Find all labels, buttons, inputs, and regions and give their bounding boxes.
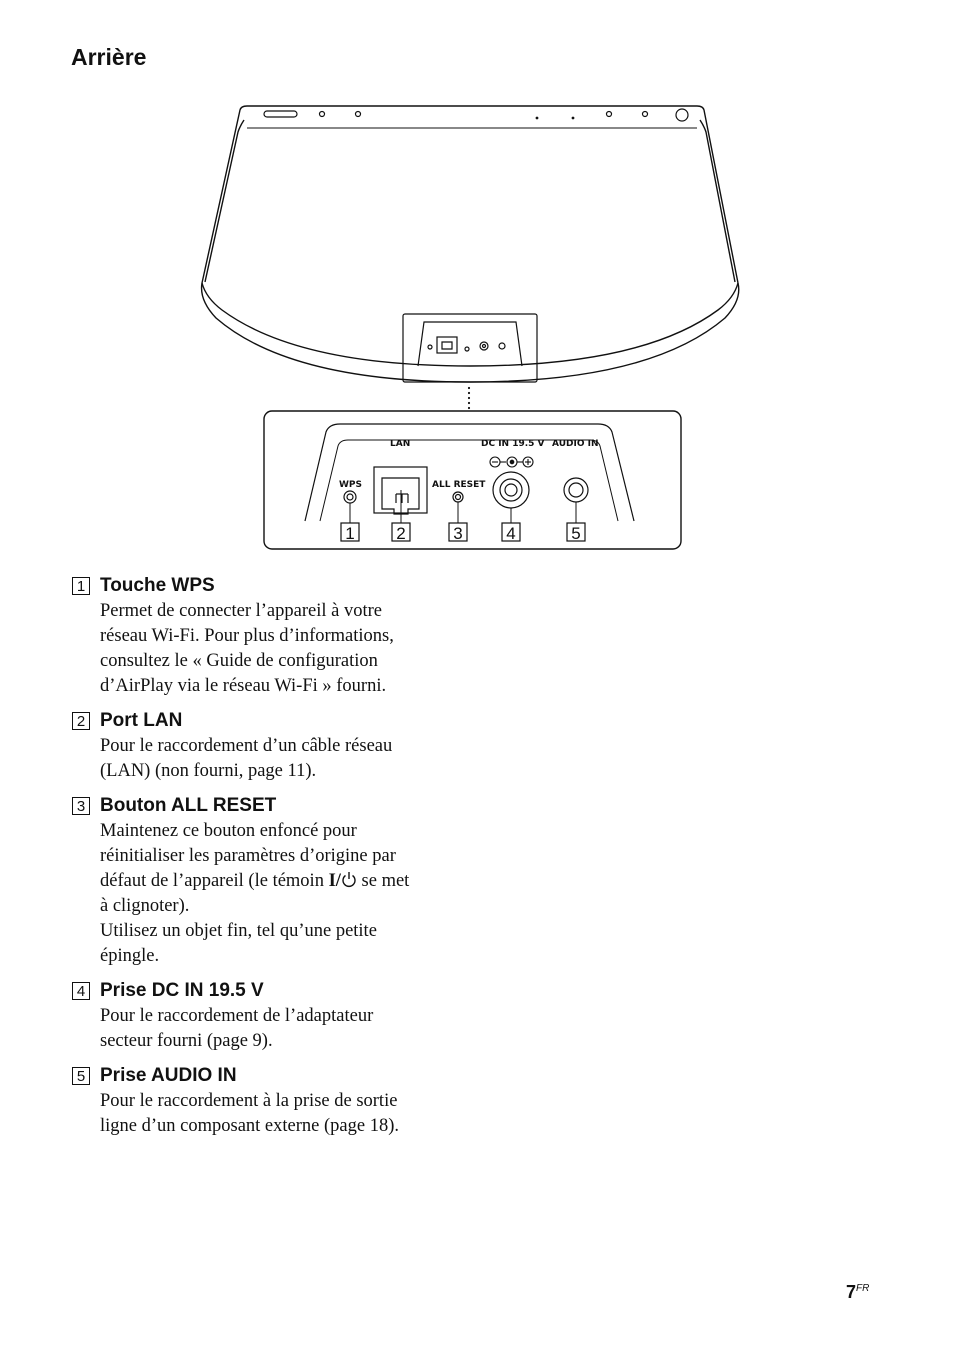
description-line: épingle. bbox=[100, 946, 160, 966]
callout-number: 1 bbox=[345, 524, 355, 543]
lan-label: LAN bbox=[390, 439, 411, 449]
indicator-label: I/ bbox=[328, 871, 341, 891]
description-line: réinitialiser les paramètres d’origine par bbox=[100, 846, 396, 866]
description-line: secteur fourni (page 9). bbox=[100, 1031, 273, 1051]
item-title: Prise AUDIO IN bbox=[100, 1065, 237, 1086]
item-title: Bouton ALL RESET bbox=[100, 795, 277, 816]
callout-5 bbox=[567, 523, 585, 543]
item-list bbox=[72, 574, 472, 1149]
callout-number: 2 bbox=[396, 524, 406, 543]
dc-in-jack-icon bbox=[493, 472, 529, 508]
item-number: 4 bbox=[72, 982, 90, 1000]
description-text: se met bbox=[356, 871, 410, 891]
wps-label: WPS bbox=[339, 480, 363, 490]
description-text: défaut de l’appareil (le témoin bbox=[100, 871, 329, 891]
item-wps bbox=[72, 574, 472, 699]
dc-polarity-icon bbox=[490, 457, 533, 467]
description-line: ligne d’un composant externe (page 18). bbox=[100, 1116, 399, 1136]
rear-panel-diagram bbox=[0, 0, 954, 560]
description-line bbox=[100, 869, 472, 894]
description-line: Pour le raccordement de l’adaptateur bbox=[100, 1006, 374, 1026]
top-controls bbox=[264, 109, 688, 121]
item-dc-in bbox=[72, 979, 472, 1054]
dc-in-label: DC IN 19.5 V bbox=[481, 439, 545, 449]
page-number-value: 7 bbox=[846, 1282, 857, 1302]
item-lan bbox=[72, 709, 472, 784]
power-icon bbox=[341, 871, 357, 888]
page-number bbox=[846, 1282, 869, 1303]
item-title: Prise DC IN 19.5 V bbox=[100, 980, 264, 1001]
description-line: Permet de connecter l’appareil à votre bbox=[100, 601, 382, 621]
callout-number: 3 bbox=[453, 524, 463, 543]
item-description bbox=[100, 1089, 472, 1139]
page-language-suffix: FR bbox=[856, 1283, 870, 1294]
audio-in-label: AUDIO IN bbox=[552, 439, 599, 449]
description-line: Pour le raccordement d’un câble réseau bbox=[100, 736, 393, 756]
item-number: 3 bbox=[72, 797, 90, 815]
description-line: réseau Wi-Fi. Pour plus d’informations, bbox=[100, 626, 394, 646]
speaker-body bbox=[202, 106, 739, 382]
description-line: Maintenez ce bouton enfoncé pour bbox=[100, 821, 357, 841]
all-reset-button-icon bbox=[453, 492, 463, 502]
description-line: à clignoter). bbox=[100, 896, 190, 916]
callout-1 bbox=[341, 523, 359, 543]
item-number: 1 bbox=[72, 577, 90, 595]
callout-2 bbox=[392, 523, 410, 543]
callout-number: 5 bbox=[571, 524, 581, 543]
description-line: (LAN) (non fourni, page 11). bbox=[100, 761, 317, 781]
callout-number: 4 bbox=[506, 524, 516, 543]
callout-3 bbox=[449, 523, 467, 543]
description-line: Utilisez un objet fin, tel qu’une petite bbox=[100, 921, 377, 941]
item-description bbox=[100, 734, 472, 784]
all-reset-label: ALL RESET bbox=[432, 480, 486, 490]
description-line: Pour le raccordement à la prise de sortie bbox=[100, 1091, 398, 1111]
item-description bbox=[100, 819, 472, 969]
item-description bbox=[100, 599, 472, 699]
item-number: 5 bbox=[72, 1067, 90, 1085]
audio-in-jack-icon bbox=[564, 478, 588, 502]
item-description bbox=[100, 1004, 472, 1054]
description-line: d’AirPlay via le réseau Wi-Fi » fourni. bbox=[100, 676, 387, 696]
item-all-reset bbox=[72, 794, 472, 969]
item-number: 2 bbox=[72, 712, 90, 730]
dotted-leader bbox=[468, 387, 470, 409]
description-line: consultez le « Guide de configuration bbox=[100, 651, 378, 671]
item-audio-in bbox=[72, 1064, 472, 1139]
item-title: Touche WPS bbox=[100, 575, 215, 596]
item-title: Port LAN bbox=[100, 710, 183, 731]
rear-panel-highlight bbox=[403, 314, 537, 382]
callout-4 bbox=[502, 523, 520, 543]
enlarged-panel bbox=[264, 411, 681, 549]
section-title: Arrière bbox=[71, 44, 147, 70]
wps-button-icon bbox=[344, 491, 356, 503]
